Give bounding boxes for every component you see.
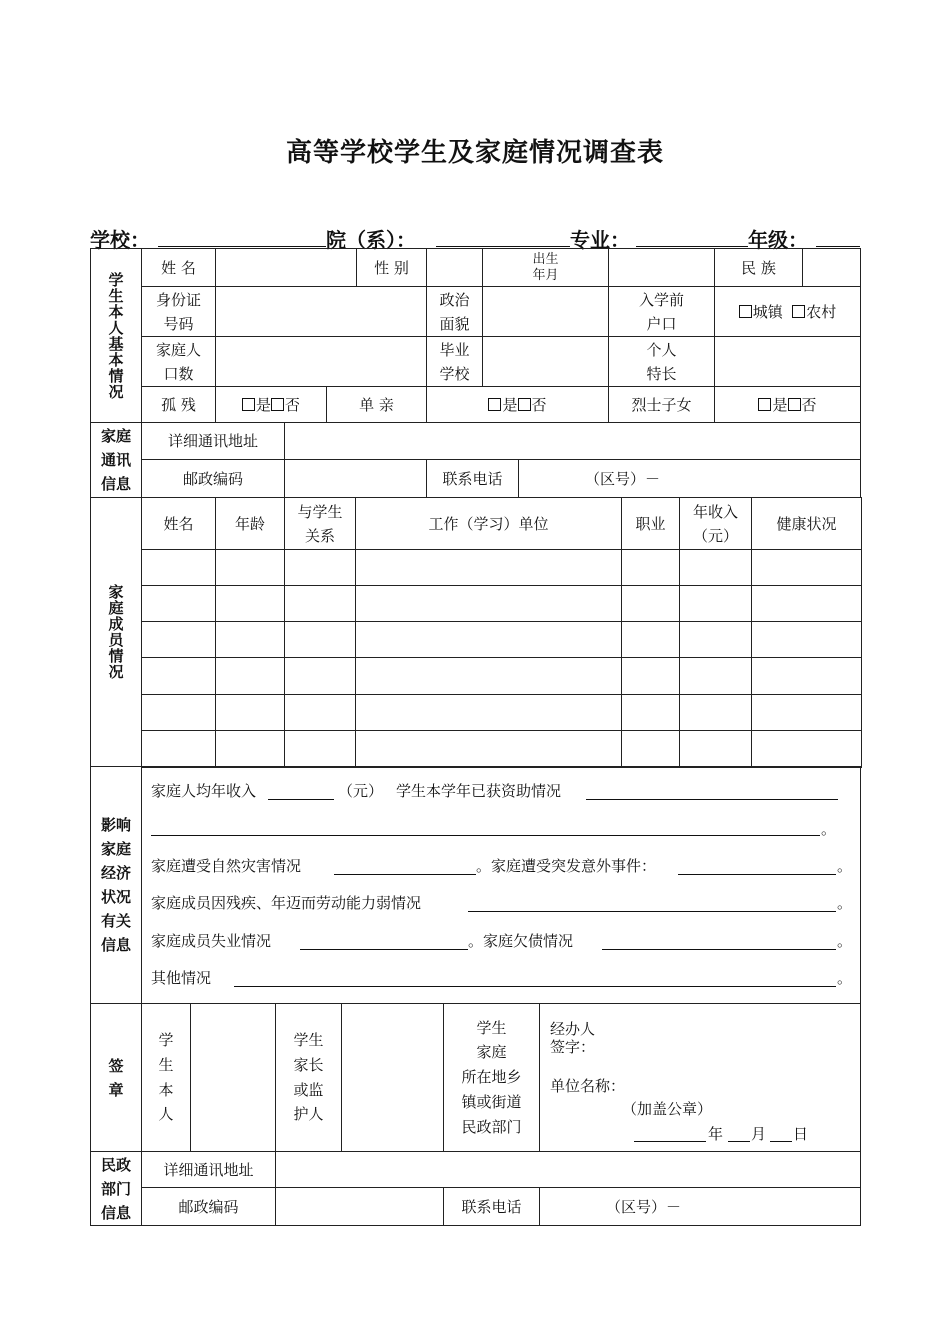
ethnic-field[interactable] (802, 248, 861, 287)
grad-school-field[interactable] (482, 336, 609, 387)
member-workplace-cell[interactable] (355, 694, 622, 731)
member-relation-cell[interactable] (284, 585, 356, 622)
sign-student-label: 学 生 本 人 (158, 1031, 174, 1124)
name-label: 姓 名 (161, 258, 196, 277)
martyr-label: 烈士子女 (631, 395, 692, 414)
sick-period: 。 (837, 894, 853, 912)
id-card-label: 身份证 号码 (155, 290, 201, 333)
aid-field-2[interactable] (151, 835, 820, 836)
orphan-no-label: 否 (285, 395, 301, 414)
ethnic-label: 民 族 (741, 258, 776, 277)
id-card-field[interactable] (215, 286, 427, 337)
unemployed-field[interactable] (300, 949, 468, 950)
member-age-cell[interactable] (215, 730, 285, 768)
member-income-cell[interactable] (679, 657, 752, 695)
member-health-header (751, 497, 862, 550)
member-job-header (621, 497, 680, 550)
form-header (90, 224, 860, 250)
accident-period: 。 (837, 857, 853, 875)
member-age-cell[interactable] (215, 621, 285, 658)
member-relation-cell[interactable] (284, 621, 356, 658)
member-name-cell[interactable] (141, 730, 216, 768)
member-health-cell[interactable] (751, 621, 862, 658)
member-relation-header-label: 与学生 关系 (297, 502, 343, 545)
member-age-header-label: 年龄 (234, 514, 265, 533)
aid-period: 。 (821, 820, 837, 838)
member-income-header (679, 497, 752, 550)
unit-label: 单位名称： (550, 1077, 626, 1095)
civil-phone-field[interactable] (539, 1187, 861, 1226)
member-relation-cell[interactable] (284, 694, 356, 731)
section-basic (90, 248, 142, 423)
sign-year-label: 年 (708, 1125, 724, 1143)
contact-address-label: 详细通讯地址 (167, 432, 258, 450)
form-title: 高等学校学生及家庭情况调查表 (285, 138, 664, 168)
martyr-no-checkbox[interactable] (788, 398, 801, 411)
martyr-yes-checkbox[interactable] (758, 398, 771, 411)
member-job-cell[interactable] (621, 730, 680, 768)
section-economy-label: 影响 家庭 经济 状况 有关 信息 (100, 816, 131, 954)
urban-checkbox[interactable] (739, 305, 752, 318)
orphan-yes-label: 是 (255, 395, 271, 414)
single-parent-label: 单 亲 (359, 395, 394, 414)
college-field[interactable] (436, 246, 570, 247)
single-no-checkbox[interactable] (518, 398, 531, 411)
contact-phone-label: 联系电话 (442, 469, 503, 488)
member-health-cell[interactable] (751, 657, 862, 695)
member-income-cell[interactable] (679, 694, 752, 731)
civil-address-field[interactable] (275, 1151, 861, 1188)
specialty-label: 个人 特长 (646, 340, 677, 383)
student-signature-field[interactable] (190, 1003, 276, 1152)
member-age-cell[interactable] (215, 585, 285, 622)
member-income-header-label: 年收入 （元） (692, 502, 738, 545)
birth-field[interactable] (608, 248, 715, 287)
accident-label: 。家庭遭受突发意外事件： (476, 857, 657, 875)
disaster-label: 家庭遭受自然灾害情况 (151, 857, 302, 875)
section-sign (90, 1003, 142, 1152)
major-field[interactable] (636, 246, 748, 247)
member-job-cell[interactable] (621, 549, 680, 586)
debt-field[interactable] (602, 949, 836, 950)
orphan-no-checkbox[interactable] (271, 398, 284, 411)
income-field[interactable] (268, 799, 334, 800)
accident-field[interactable] (678, 874, 836, 875)
section-members (90, 497, 142, 767)
member-job-cell[interactable] (621, 694, 680, 731)
contact-postcode-field[interactable] (284, 459, 427, 498)
specialty-field[interactable] (714, 336, 861, 387)
member-workplace-cell[interactable] (355, 730, 622, 768)
contact-address-field[interactable] (284, 422, 861, 460)
contact-postcode-label: 邮政编码 (182, 469, 243, 488)
guardian-signature-field[interactable] (341, 1003, 444, 1152)
urban-label: 城镇 (752, 302, 783, 321)
contact-phone-field[interactable] (518, 459, 861, 498)
member-name-cell[interactable] (141, 621, 216, 658)
member-relation-cell[interactable] (284, 657, 356, 695)
grad-school-label: 毕业 学校 (439, 340, 470, 383)
gender-label: 性 别 (374, 258, 409, 277)
section-economy (90, 766, 142, 1004)
income-label: 家庭人均年收入 (151, 782, 257, 800)
orphan-yes-checkbox[interactable] (242, 398, 255, 411)
sign-day-label: 日 (793, 1125, 809, 1143)
debt-label: 。家庭欠债情况 (468, 932, 574, 950)
school-label: 学校： (90, 228, 150, 252)
other-label: 其他情况 (151, 969, 212, 987)
seal-label: （加盖公章） (622, 1100, 713, 1118)
hukou-label: 入学前 户口 (638, 290, 684, 333)
grade-field[interactable] (816, 246, 860, 247)
sick-field[interactable] (468, 911, 836, 912)
member-income-cell[interactable] (679, 730, 752, 768)
sign-day-field[interactable] (770, 1141, 792, 1142)
grade-label: 年级： (748, 228, 808, 252)
member-job-cell[interactable] (621, 621, 680, 658)
political-label: 政治 面貌 (439, 290, 470, 333)
rural-checkbox[interactable] (792, 305, 805, 318)
civil-area-code: （区号）－ (606, 1198, 682, 1216)
section-civil-label: 民政 部门 信息 (100, 1155, 131, 1222)
martyr-no-label: 否 (801, 395, 817, 414)
civil-postcode-label: 邮政编码 (178, 1197, 239, 1216)
unemployed-label: 家庭成员失业情况 (151, 932, 272, 950)
name-field[interactable] (215, 248, 357, 287)
family-size-field[interactable] (215, 336, 427, 387)
economy-block (141, 766, 861, 1004)
member-income-cell[interactable] (679, 549, 752, 586)
civil-postcode-field[interactable] (275, 1187, 444, 1226)
member-relation-header (284, 497, 356, 550)
member-name-cell[interactable] (141, 657, 216, 695)
member-income-cell[interactable] (679, 585, 752, 622)
gender-field[interactable] (426, 248, 483, 287)
member-name-cell[interactable] (141, 585, 216, 622)
handler-label: 经办人 签字： (550, 1020, 596, 1056)
section-contact-label: 家庭 通讯 信息 (100, 427, 131, 493)
member-name-header (141, 497, 216, 550)
debt-period: 。 (837, 932, 853, 950)
section-sign-label: 签 章 (108, 1056, 124, 1099)
sign-month-field[interactable] (728, 1141, 750, 1142)
section-members-label: 家庭成员情况 (106, 584, 125, 680)
member-health-cell[interactable] (751, 549, 862, 586)
member-health-cell[interactable] (751, 585, 862, 622)
major-label: 专业： (570, 228, 630, 252)
member-age-cell[interactable] (215, 694, 285, 731)
contact-area-code: （区号）－ (585, 470, 661, 488)
civil-address-label: 详细通讯地址 (163, 1160, 254, 1179)
member-age-cell[interactable] (215, 657, 285, 695)
other-field[interactable] (234, 986, 836, 987)
member-workplace-header (355, 497, 622, 550)
martyr-yes-label: 是 (772, 395, 788, 414)
member-income-cell[interactable] (679, 621, 752, 658)
member-age-cell[interactable] (215, 549, 285, 586)
civil-phone-label: 联系电话 (461, 1197, 522, 1216)
member-name-header-label: 姓名 (163, 514, 194, 533)
aid-field[interactable] (586, 799, 838, 800)
member-age-header (215, 497, 285, 550)
hukou-options (714, 286, 861, 337)
member-job-cell[interactable] (621, 585, 680, 622)
member-workplace-cell[interactable] (355, 621, 622, 658)
sign-month-label: 月 (751, 1125, 767, 1143)
member-workplace-cell[interactable] (355, 549, 622, 586)
school-field[interactable] (158, 246, 326, 247)
sign-guardian-label: 学生 家长 或监 护人 (293, 1031, 324, 1124)
sick-label: 家庭成员因残疾、年迈而劳动能力弱情况 (151, 894, 422, 912)
family-size-label: 家庭人 口数 (155, 340, 201, 383)
member-health-cell[interactable] (751, 730, 862, 768)
single-yes-label: 是 (502, 395, 518, 414)
section-contact (90, 422, 142, 498)
member-job-header-label: 职业 (635, 514, 666, 533)
member-name-cell[interactable] (141, 549, 216, 586)
member-health-cell[interactable] (751, 694, 862, 731)
single-no-label: 否 (531, 395, 547, 414)
birth-label: 出生 年月 (532, 251, 559, 283)
aid-label: 学生本学年已获资助情况 (396, 782, 562, 800)
section-civil (90, 1151, 142, 1226)
member-health-header-label: 健康状况 (776, 514, 837, 533)
member-relation-cell[interactable] (284, 730, 356, 768)
disaster-field[interactable] (334, 874, 476, 875)
member-job-cell[interactable] (621, 657, 680, 695)
member-workplace-cell[interactable] (355, 657, 622, 695)
sign-year-field[interactable] (634, 1141, 706, 1142)
member-relation-cell[interactable] (284, 549, 356, 586)
other-period: 。 (837, 969, 853, 987)
sign-dept-label: 学生 家庭 所在地乡 镇或街道 民政部门 (461, 1018, 522, 1136)
section-basic-label: 学生本人基本情况 (106, 271, 125, 400)
member-workplace-cell[interactable] (355, 585, 622, 622)
member-name-cell[interactable] (141, 694, 216, 731)
political-field[interactable] (482, 286, 609, 337)
income-unit: （元） (338, 782, 384, 800)
single-yes-checkbox[interactable] (488, 398, 501, 411)
college-label: 院（系）： (326, 228, 416, 252)
orphan-label: 孤 残 (161, 395, 196, 414)
dept-signature-block[interactable] (539, 1003, 861, 1152)
member-workplace-header-label: 工作（学习）单位 (428, 514, 549, 533)
rural-label: 农村 (806, 302, 837, 321)
